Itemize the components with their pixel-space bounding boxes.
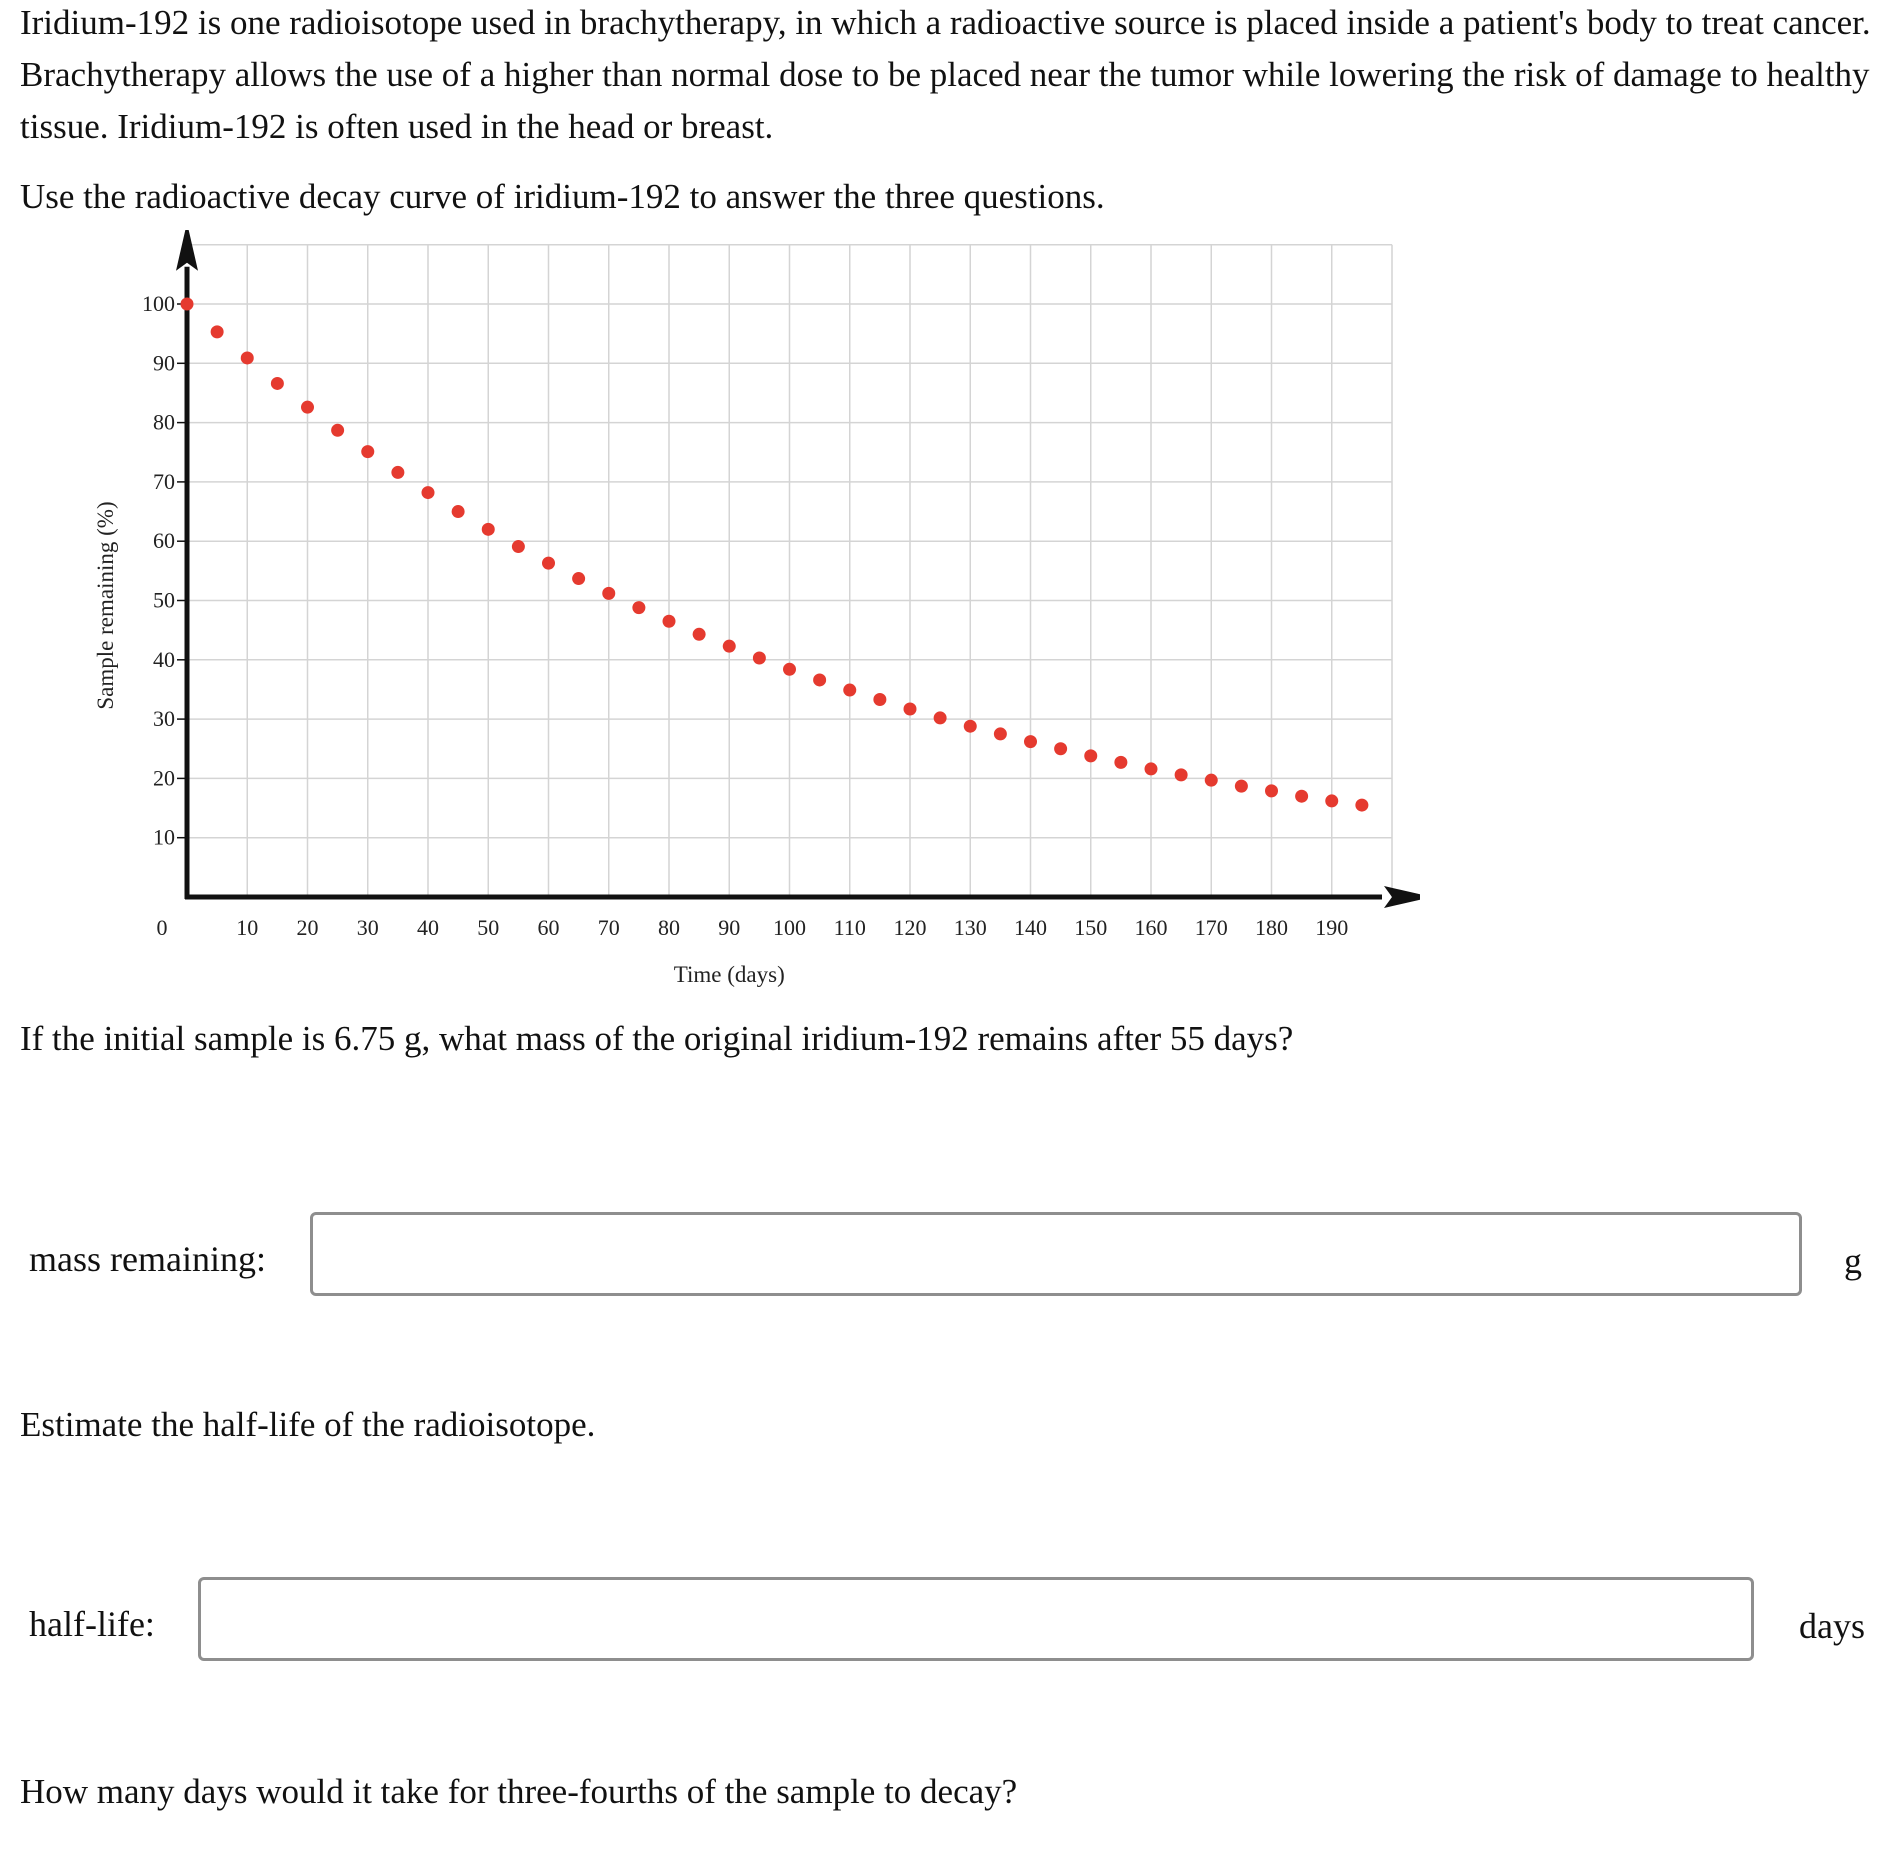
chart-ticks: [142, 291, 1348, 940]
data-point: [813, 673, 826, 686]
data-point: [934, 711, 947, 724]
data-point: [391, 466, 404, 479]
data-point: [1054, 742, 1067, 755]
data-point: [1205, 774, 1218, 787]
data-point: [301, 401, 314, 414]
intro-paragraph: Iridium-192 is one radioisotope used in brachytherapy, in which a radioactive source is placed inside a patient's body to treat cancer. Brachytherapy allows the use of a higher than normal dose to be placed near the tumor while lowering the risk of damage to healthy tissue. Iridium-192 is often used in the head or breast.: [20, 3, 1871, 146]
half-life-answer-row: [0, 1577, 1900, 1667]
x-tick-label: 120: [893, 915, 927, 940]
data-point: [1295, 790, 1308, 803]
data-point: [361, 445, 374, 458]
data-point: [994, 727, 1007, 740]
data-point: [632, 601, 645, 614]
data-point: [271, 377, 284, 390]
y-tick-label: 10: [153, 824, 175, 850]
half-life-unit-label: days: [1799, 1606, 1865, 1646]
y-tick-label: 100: [142, 291, 175, 316]
y-tick-label: 80: [153, 409, 175, 435]
data-point: [693, 628, 706, 641]
data-point: [723, 640, 736, 653]
x-tick-label: 190: [1315, 915, 1349, 940]
data-point: [512, 540, 525, 553]
x-axis-title: Time (days): [673, 962, 785, 987]
data-point: [1145, 762, 1158, 775]
decay-chart: [0, 230, 1420, 1000]
x-tick-label: 20: [296, 915, 319, 940]
mass-remaining-input[interactable]: [310, 1212, 1802, 1296]
y-axis-arrow-icon: [176, 230, 198, 271]
x-tick-label: 90: [718, 915, 741, 940]
data-point: [181, 298, 194, 311]
data-point: [843, 684, 856, 697]
y-tick-label: 90: [153, 350, 175, 376]
x-tick-label: 40: [417, 915, 439, 940]
chart-grid: [187, 245, 1392, 897]
data-point: [1175, 768, 1188, 781]
x-axis-arrow-icon: [1384, 886, 1420, 908]
y-tick-label: 20: [153, 765, 175, 791]
data-point: [873, 693, 886, 706]
x-tick-label: 10: [236, 915, 259, 940]
data-point: [783, 663, 796, 676]
data-point: [241, 351, 254, 364]
y-tick-label: 50: [153, 587, 175, 613]
data-point: [422, 486, 435, 499]
question-1-text: If the initial sample is 6.75 g, what mass of the original iridium-192 remains after 55 days?: [20, 1019, 1294, 1058]
y-tick-label: 40: [153, 646, 175, 672]
mass-answer-row: [0, 1212, 1900, 1302]
data-point: [452, 505, 465, 518]
x-tick-label: 30: [356, 915, 379, 940]
instruction-text: Use the radioactive decay curve of iridium-192 to answer the three questions.: [20, 177, 1105, 216]
question-3-text: How many days would it take for three-fourths of the sample to decay?: [20, 1772, 1018, 1811]
x-tick-label: 50: [477, 915, 500, 940]
y-axis-title: Sample remaining (%): [93, 501, 118, 710]
data-point: [331, 424, 344, 437]
question-2-text: Estimate the half-life of the radioisotope.: [20, 1405, 596, 1444]
data-point: [542, 557, 555, 570]
data-point: [1024, 735, 1037, 748]
x-tick-label: 140: [1014, 915, 1047, 940]
x-tick-label: 160: [1134, 915, 1168, 940]
data-point: [602, 587, 615, 600]
chart-axes: [176, 230, 1420, 908]
x-tick-label: 60: [537, 915, 560, 940]
mass-unit-label: g: [1844, 1241, 1862, 1281]
half-life-input[interactable]: [198, 1577, 1754, 1661]
x-tick-label: 0: [156, 915, 168, 940]
decay-chart-svg: [0, 230, 1420, 1000]
x-tick-label: 70: [597, 915, 620, 940]
x-tick-label: 130: [953, 915, 987, 940]
data-point: [904, 703, 917, 716]
y-tick-label: 60: [153, 528, 175, 554]
data-point: [1084, 749, 1097, 762]
x-tick-label: 150: [1074, 915, 1108, 940]
data-point: [663, 615, 676, 628]
data-point: [1325, 794, 1338, 807]
half-life-label: half-life:: [29, 1604, 155, 1644]
data-point: [572, 572, 585, 585]
y-tick-label: 70: [153, 468, 175, 494]
y-tick-label: 30: [153, 706, 175, 732]
data-point: [211, 325, 224, 338]
data-point: [964, 720, 977, 733]
x-tick-label: 80: [658, 915, 680, 940]
x-tick-label: 100: [773, 915, 806, 940]
chart-points: [181, 298, 1369, 812]
data-point: [1114, 756, 1127, 769]
x-tick-label: 110: [833, 915, 866, 940]
data-point: [1355, 799, 1368, 812]
data-point: [1235, 780, 1248, 793]
mass-remaining-label: mass remaining:: [29, 1239, 266, 1279]
data-point: [1265, 784, 1278, 797]
data-point: [753, 652, 766, 665]
data-point: [482, 523, 495, 536]
x-tick-label: 170: [1194, 915, 1228, 940]
x-tick-label: 180: [1255, 915, 1288, 940]
